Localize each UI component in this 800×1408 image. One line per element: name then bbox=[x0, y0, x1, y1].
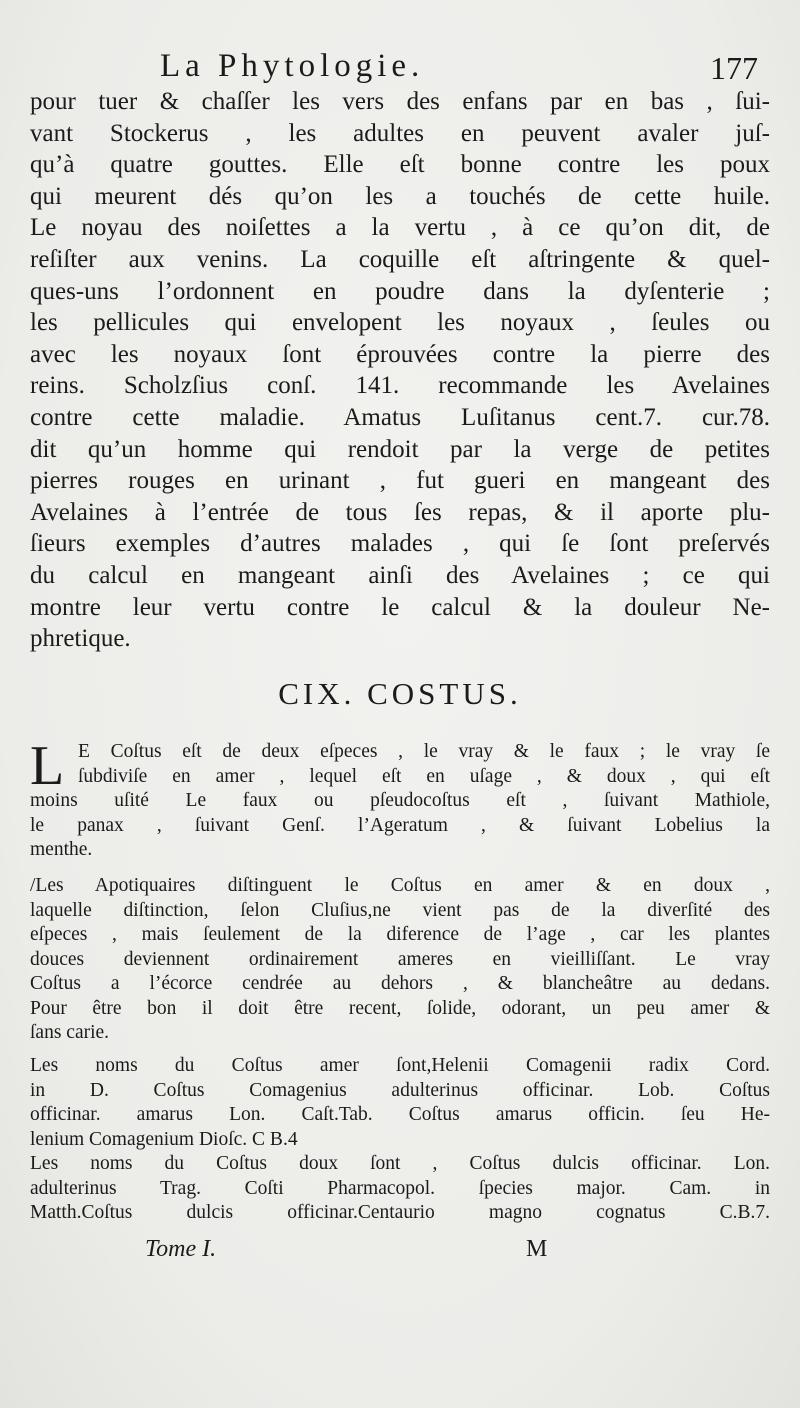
page-footer bbox=[30, 1236, 770, 1276]
signature-mark: M bbox=[526, 1236, 548, 1262]
page-number: 177 bbox=[710, 50, 758, 86]
text-line: ſans carie. bbox=[30, 1022, 110, 1043]
text-line: le panax , ſuivant Genſ. l’Ageratum , & ſuivant Lobelius la bbox=[30, 814, 770, 836]
text-line: Avelaines à l’entrée de tous ſes repas, & il aporte plu- bbox=[30, 498, 770, 526]
text-line: Les noms du Coſtus amer ſont,Helenii Comagenii radix Cord. bbox=[30, 1055, 770, 1076]
running-title: La Phytologie. bbox=[160, 48, 425, 84]
text-line: ques-uns l’ordonnent en poudre dans la dyſenterie ; bbox=[30, 277, 770, 305]
text-line: Coſtus a l’écorce cendrée au dehors , & blancheâtre au dedans. bbox=[30, 973, 770, 994]
text-line: pour tuer & chaſſer les vers des enfans par en bas , ſui- bbox=[30, 88, 770, 115]
paragraph-definition bbox=[30, 735, 770, 863]
text-line: les pellicules qui envelopent les noyaux , ſeules ou bbox=[30, 309, 770, 337]
text-line: Pour être bon il doit être recent, ſolide, odorant, un peu amer & bbox=[30, 997, 770, 1019]
text-line: dit qu’un homme qui rendoit par la verge de petites bbox=[30, 435, 770, 463]
section-heading: CIX. COSTUS. bbox=[278, 676, 522, 711]
text-line: qui meurent dés qu’on les a touchés de cette huile. bbox=[30, 182, 770, 210]
text-line: /Les Apotiquaires diſtinguent le Coſtus en amer & en doux , bbox=[30, 875, 770, 896]
text-line: adulterinus Trag. Coſti Pharmacopol. ſpecies major. Cam. in bbox=[30, 1177, 770, 1199]
text-line: contre cette maladie. Amatus Luſitanus cent.7. cur.78. bbox=[30, 403, 770, 431]
volume-label: Tome I. bbox=[145, 1236, 217, 1262]
text-line: vant Stockerus , les adultes en peuvent avaler juſ- bbox=[30, 119, 770, 147]
paragraph-names-sweet bbox=[30, 1152, 770, 1226]
text-line: pierres rouges en urinant , fut gueri en mangeant des bbox=[30, 467, 770, 495]
paragraph-names-bitter bbox=[30, 1054, 770, 1152]
paragraph-apothecaries bbox=[30, 874, 770, 1046]
text-line: Les noms du Coſtus doux ſont , Coſtus dulcis officinar. Lon. bbox=[30, 1153, 770, 1174]
text-line: in D. Coſtus Comagenius adulterinus officinar. Lob. Coſtus bbox=[30, 1079, 770, 1101]
text-line: laquelle diſtinction, ſelon Cluſius,ne vient pas de la diverſité des bbox=[30, 899, 770, 921]
text-line: reſiſter aux venins. La coquille eſt aſtringente & quel- bbox=[30, 245, 770, 273]
drop-cap: L bbox=[30, 735, 65, 797]
text-line: eſpeces , mais ſeulement de la diference de l’age , car les plantes bbox=[30, 924, 770, 945]
text-line: reins. Scholzſius conſ. 141. recommande les Avelaines bbox=[30, 372, 770, 400]
text-line: Matth.Coſtus dulcis officinar.Centaurio magno cognatus C.B.7. bbox=[30, 1202, 770, 1223]
text-line: phretique. bbox=[30, 625, 131, 653]
text-line: douces deviennent ordinairement ameres en vieilliſſant. Le vray bbox=[30, 948, 770, 970]
text-line: officinar. amarus Lon. Caſt.Tab. Coſtus amarus officin. ſeu He- bbox=[30, 1104, 770, 1125]
text-line: ſieurs exemples d’autres malades , qui ſe ſont preſervés bbox=[30, 530, 770, 558]
text-line: Le noyau des noiſettes a la vertu , à ce qu’on dit, de bbox=[30, 214, 770, 242]
text-line: qu’à quatre gouttes. Elle eſt bonne contre les poux bbox=[30, 151, 770, 179]
text-line: lenium Comagenium Dioſc. C B.4 bbox=[30, 1128, 298, 1150]
text-line: du calcul en mangeant ainſi des Avelaines ; ce qui bbox=[30, 561, 770, 589]
continued-text-block bbox=[30, 86, 770, 655]
text-line: E Coſtus eſt de deux eſpeces , le vray & le faux ; le vray ſe bbox=[78, 741, 770, 762]
text-line: ſubdiviſe en amer , lequel eſt en uſage , & doux , qui eſt bbox=[78, 765, 770, 787]
text-line: avec les noyaux ſont éprouvées contre la pierre des bbox=[30, 340, 770, 368]
text-line: moins uſité Le faux ou pſeudocoſtus eſt , ſuivant Mathiole, bbox=[30, 790, 770, 811]
text-line: menthe. bbox=[30, 839, 93, 860]
text-line: montre leur vertu contre le calcul & la douleur Ne- bbox=[30, 593, 770, 621]
